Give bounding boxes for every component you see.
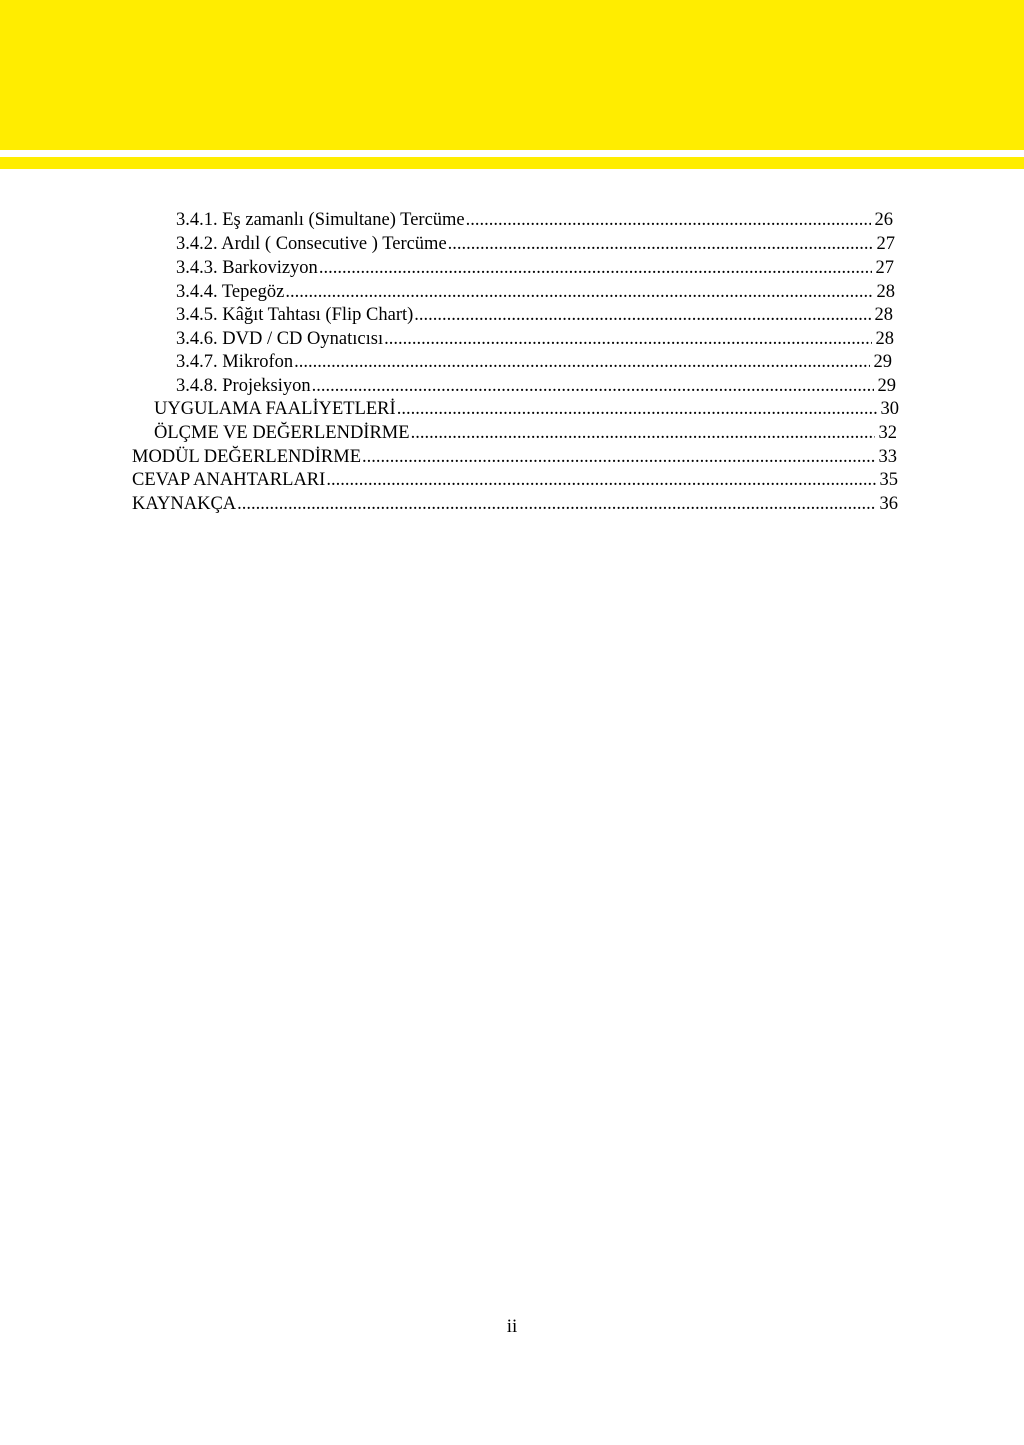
toc-entry-page: 27: [876, 234, 895, 254]
toc-entry[interactable]: [132, 468, 898, 492]
toc-leader-dots: [448, 232, 873, 256]
toc-entry-label: 3.4.1. Eş zamanlı (Simultane) Tercüme: [176, 210, 465, 230]
toc-entry-page: 33: [878, 447, 897, 467]
toc-leader-dots: [326, 468, 875, 492]
toc-entry[interactable]: [176, 303, 893, 327]
toc-entry[interactable]: [132, 492, 898, 516]
toc-entry-label: 3.4.5. Kâğıt Tahtası (Flip Chart): [176, 305, 414, 325]
toc-entry-page: 28: [874, 305, 893, 325]
page-number: ii: [506, 1316, 518, 1337]
toc-leader-dots: [414, 303, 870, 327]
toc-entry[interactable]: [176, 374, 896, 398]
toc-entry-page: 29: [877, 376, 896, 396]
toc-entry-page: 26: [874, 210, 893, 230]
toc-leader-dots: [411, 421, 875, 445]
toc-leader-dots: [312, 374, 874, 398]
toc-leader-dots: [285, 280, 872, 304]
toc-leader-dots: [466, 208, 871, 232]
toc-entry-page: 28: [875, 329, 894, 349]
toc-entry-label: 3.4.3. Barkovizyon: [176, 258, 318, 278]
toc-entry[interactable]: [176, 208, 893, 232]
header-stripe: [0, 157, 1024, 169]
toc-entry[interactable]: [154, 397, 899, 421]
toc-entry-label: UYGULAMA FAALİYETLERİ: [154, 399, 396, 419]
toc-entry-label: ÖLÇME VE DEĞERLENDİRME: [154, 423, 410, 443]
toc-entry-label: 3.4.8. Projeksiyon: [176, 376, 311, 396]
toc-leader-dots: [237, 492, 875, 516]
toc-entry-label: KAYNAKÇA: [132, 494, 237, 514]
toc-entry-label: 3.4.4. Tepegöz: [176, 282, 285, 302]
toc-leader-dots: [384, 327, 871, 351]
toc-entry-page: 28: [876, 282, 895, 302]
toc-entry[interactable]: [176, 327, 894, 351]
toc-entry[interactable]: [176, 232, 895, 256]
toc-entry-label: 3.4.2. Ardıl ( Consecutive ) Tercüme: [176, 234, 447, 254]
toc-entry[interactable]: [176, 350, 892, 374]
toc-entry-page: 29: [873, 352, 892, 372]
toc-leader-dots: [397, 397, 877, 421]
toc-entry[interactable]: [176, 280, 895, 304]
header-band: [0, 0, 1024, 150]
toc-entry-page: 27: [875, 258, 894, 278]
toc-leader-dots: [362, 445, 874, 469]
toc-entry[interactable]: [154, 421, 897, 445]
toc-entry-label: CEVAP ANAHTARLARI: [132, 470, 326, 490]
toc-entry[interactable]: [176, 256, 894, 280]
toc-entry-label: MODÜL DEĞERLENDİRME: [132, 447, 362, 467]
toc-entry-page: 30: [880, 399, 899, 419]
toc-entry-label: 3.4.7. Mikrofon: [176, 352, 294, 372]
toc-leader-dots: [294, 350, 869, 374]
toc-entry-page: 35: [879, 470, 898, 490]
toc-entry-page: 36: [879, 494, 898, 514]
toc-entry[interactable]: [132, 445, 897, 469]
toc-leader-dots: [319, 256, 872, 280]
toc-entry-label: 3.4.6. DVD / CD Oynatıcısı: [176, 329, 384, 349]
toc-entry-page: 32: [878, 423, 897, 443]
